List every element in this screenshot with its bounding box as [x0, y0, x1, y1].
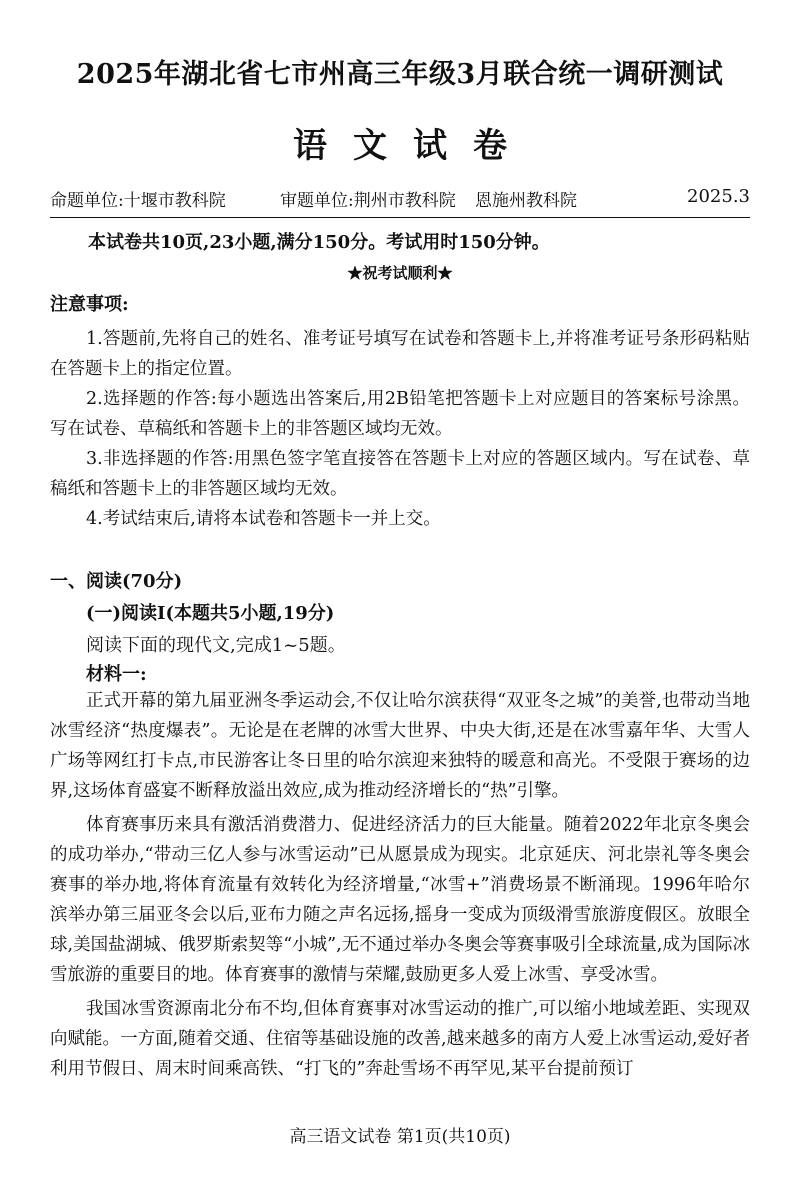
material-text: [50, 686, 750, 1084]
part-heading: (一)阅读Ⅰ(本题共5小题,19分): [86, 603, 335, 624]
notice-list: [50, 324, 750, 534]
header-divider: [50, 217, 750, 218]
author-unit: 命题单位:十堰市教科院: [50, 191, 226, 211]
exam-subtitle: 语文试卷: [293, 126, 533, 166]
notice-item: 3.非选择题的作答:用黑色签字笔直接答在答题卡上对应的答题区域内。写在试卷、草稿纸和答题卡上的非答题区域均无效。: [50, 449, 750, 499]
exam-date: 2025.3: [687, 186, 750, 207]
exam-title: 2025年湖北省七市州高三年级3月联合统一调研测试: [76, 59, 724, 90]
notice-item: 2.选择题的作答:每小题选出答案后,用2B铅笔把答题卡上对应题目的答案标号涂黑。写在试卷、草稿纸和答题卡上的非答题区域均无效。: [50, 389, 750, 439]
notice-item: 4.考试结束后,请将本试卷和答题卡一并上交。: [86, 509, 441, 529]
section-heading: 一、阅读(70分): [50, 571, 183, 592]
paragraph: 正式开幕的第九届亚洲冬季运动会,不仅让哈尔滨获得“双亚冬之城”的美誉,也带动当地冰雪经济“热度爆表”。无论是在老牌的冰雪大世界、中央大街,还是在冰雪嘉年华、大雪人广场等网红打卡点,市民游客让冬日里的哈尔滨迎来独特的暖意和高光。不受限于赛场的边界,这场体育盛宴不断释放溢出效应,成为推动经济增长的“热”引擎。: [50, 691, 750, 801]
reading-instruction: 阅读下面的现代文,完成1~5题。: [86, 635, 346, 656]
material-label: 材料一:: [86, 664, 147, 685]
exam-meta-line: [50, 186, 750, 210]
page-footer: 高三语文试卷 第1页(共10页): [289, 1127, 511, 1147]
paragraph: 体育赛事历来具有激活消费潜力、促进经济活力的巨大能量。随着2022年北京冬奥会的成功举办,“带动三亿人参与冰雪运动”已从愿景成为现实。北京延庆、河北崇礼等冬奥会赛事的举办地,将体育流量有效转化为经济增量,“冰雪+”消费场景不断涌现。1996年哈尔滨举办第三届亚冬会以后,亚布力随之声名远扬,摇身一变成为顶级滑雪旅游度假区。放眼全球,美国盐湖城、俄罗斯索契等“小城”,无不通过举办冬奥会等赛事吸引全球流量,成为国际冰雪旅游的重要目的地。体育赛事的激情与荣耀,鼓励更多人爱上冰雪、享受冰雪。: [50, 815, 750, 985]
notice-item: 1.答题前,先将自己的姓名、准考证号填写在试卷和答题卡上,并将准考证号条形码粘贴在答题卡上的指定位置。: [50, 329, 750, 379]
review-unit-1: 审题单位:荆州市教科院: [280, 191, 456, 211]
blessing-text: ★祝考试顺利★: [347, 264, 453, 282]
paragraph: 我国冰雪资源南北分布不均,但体育赛事对冰雪运动的推广,可以缩小地域差距、实现双向赋能。一方面,随着交通、住宿等基础设施的改善,越来越多的南方人爱上冰雪运动,爱好者利用节假日、周末时间乘高铁、“打飞的”奔赴雪场不再罕见,某平台提前预订: [50, 999, 750, 1079]
exam-info: 本试卷共10页,23小题,满分150分。考试用时150分钟。: [88, 232, 550, 253]
notice-heading: 注意事项:: [50, 294, 129, 315]
review-unit-2: 恩施州教科院: [475, 191, 577, 211]
